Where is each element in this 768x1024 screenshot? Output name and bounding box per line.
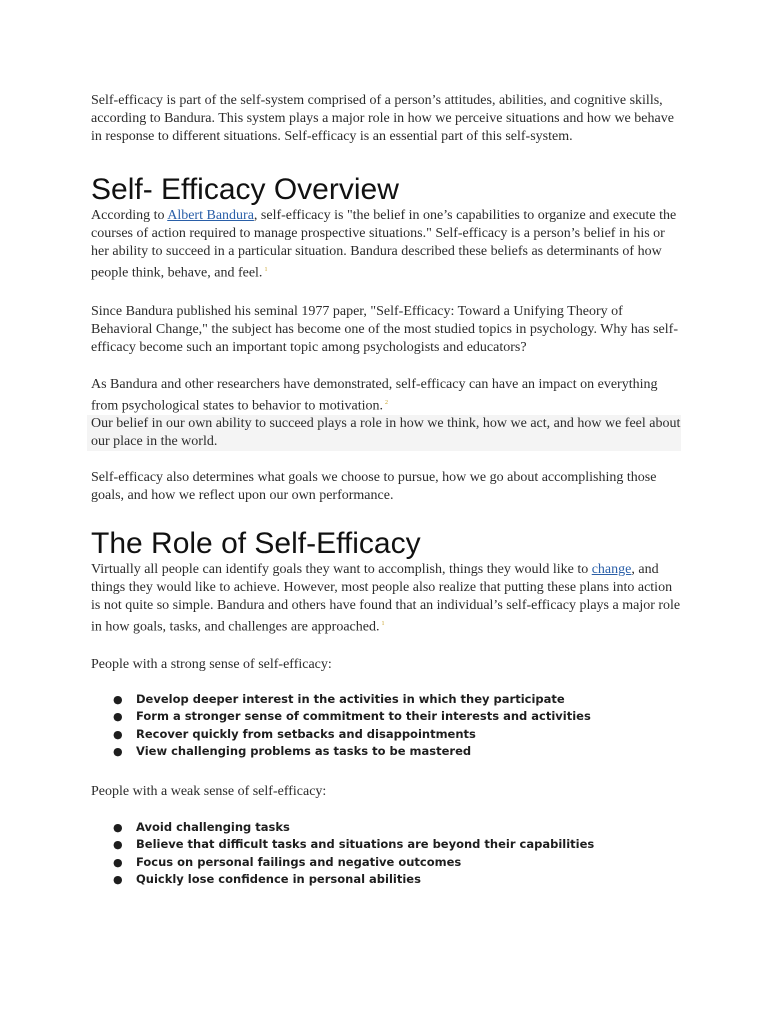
albert-bandura-link[interactable]: Albert Bandura [167,208,254,223]
list-item-text: Focus on personal failings and negative outcomes [136,854,462,869]
intro-paragraph: Self-efficacy is part of the self-system comprised of a person’s attitudes, abilities, and cognitive skills, according to Bandura. This system plays a major role in how we perceive situations and how we behave in response to different situations. Self-efficacy is an essential part of this self-system. [91,93,674,144]
overview-p3-text: As Bandura and other researchers have demonstrated, self-efficacy can have an impact on everything from psychological states to behavior to motivation. [91,376,658,414]
role-p1-text-start: Virtually all people can identify goals they want to accomplish, things they would like to [91,562,592,578]
weak-efficacy-intro: People with a weak sense of self-efficacy: [91,783,327,799]
strong-efficacy-list [91,691,681,761]
list-item-text: Develop deeper interest in the activities in which they participate [136,691,565,706]
list-item [91,726,681,744]
list-item-text: View challenging problems as tasks to be mastered [136,744,472,759]
section-heading-role: The Role of Self-Efficacy [91,527,421,561]
list-item [91,743,681,761]
list-item [91,708,681,726]
footnote-marker[interactable]: 1 [381,621,385,628]
bullet-icon: ● [113,745,123,759]
overview-paragraph-2: Since Bandura published his seminal 1977 paper, "Self-Efficacy: Toward a Unifying Theory of Behavioral Change," the subject has become one of the most studied topics in psychology. Why has self-efficacy become such an important topic among psychologists and educators? [91,303,678,355]
overview-p1-text-end: , self-efficacy is "the belief in one’s capabilities to organize and execute the courses of action required to manage prospective situations." Self-efficacy is a person’s belief in his or her ability to succeed in a particular situation. Bandura described these beliefs as determinants of how people think, behave, and feel. [91,208,677,281]
list-item [91,871,681,889]
bullet-icon: ● [113,838,123,852]
bullet-icon: ● [113,692,123,706]
bullet-icon: ● [113,873,123,887]
overview-paragraph-4: Our belief in our own ability to succeed plays a role in how we think, how we act, and how we feel about our place in the world. [87,415,681,451]
list-item-text: Form a stronger sense of commitment to their interests and activities [136,709,591,724]
bullet-icon: ● [113,727,123,741]
list-item [91,819,681,837]
role-p1-text-end: , and things they would like to achieve. However, most people also realize that putting these plans into action is not quite so simple. Bandura and others have found that an individual’s self-efficacy plays a major role in how goals, tasks, and challenges are approached. [91,562,681,635]
list-item [91,836,681,854]
strong-efficacy-intro: People with a strong sense of self-efficacy: [91,656,332,672]
list-item-text: Recover quickly from setbacks and disappointments [136,726,476,741]
overview-paragraph-3 [91,376,681,416]
bullet-icon: ● [113,710,123,724]
footnote-marker[interactable]: 2 [385,399,388,406]
list-item-text: Quickly lose confidence in personal abilities [136,872,421,887]
overview-paragraph-1 [91,207,681,283]
role-paragraph-1 [91,561,681,637]
change-link[interactable]: change [591,562,632,578]
bullet-icon: ● [113,820,123,834]
list-item-text: Avoid challenging tasks [136,819,290,834]
footnote-marker[interactable]: 1 [264,267,268,273]
overview-p1-text-start: According to [91,208,168,223]
list-item-text: Believe that difficult tasks and situations are beyond their capabilities [136,837,595,852]
weak-efficacy-list [91,819,681,889]
section-heading-overview: Self- Efficacy Overview [91,173,399,206]
list-item [91,854,681,872]
bullet-icon: ● [113,855,123,869]
document-page [91,92,681,889]
list-item [91,691,681,709]
overview-paragraph-5: Self-efficacy also determines what goals we choose to pursue, how we go about accomplishing those goals, and how we reflect upon our own performance. [91,470,657,504]
